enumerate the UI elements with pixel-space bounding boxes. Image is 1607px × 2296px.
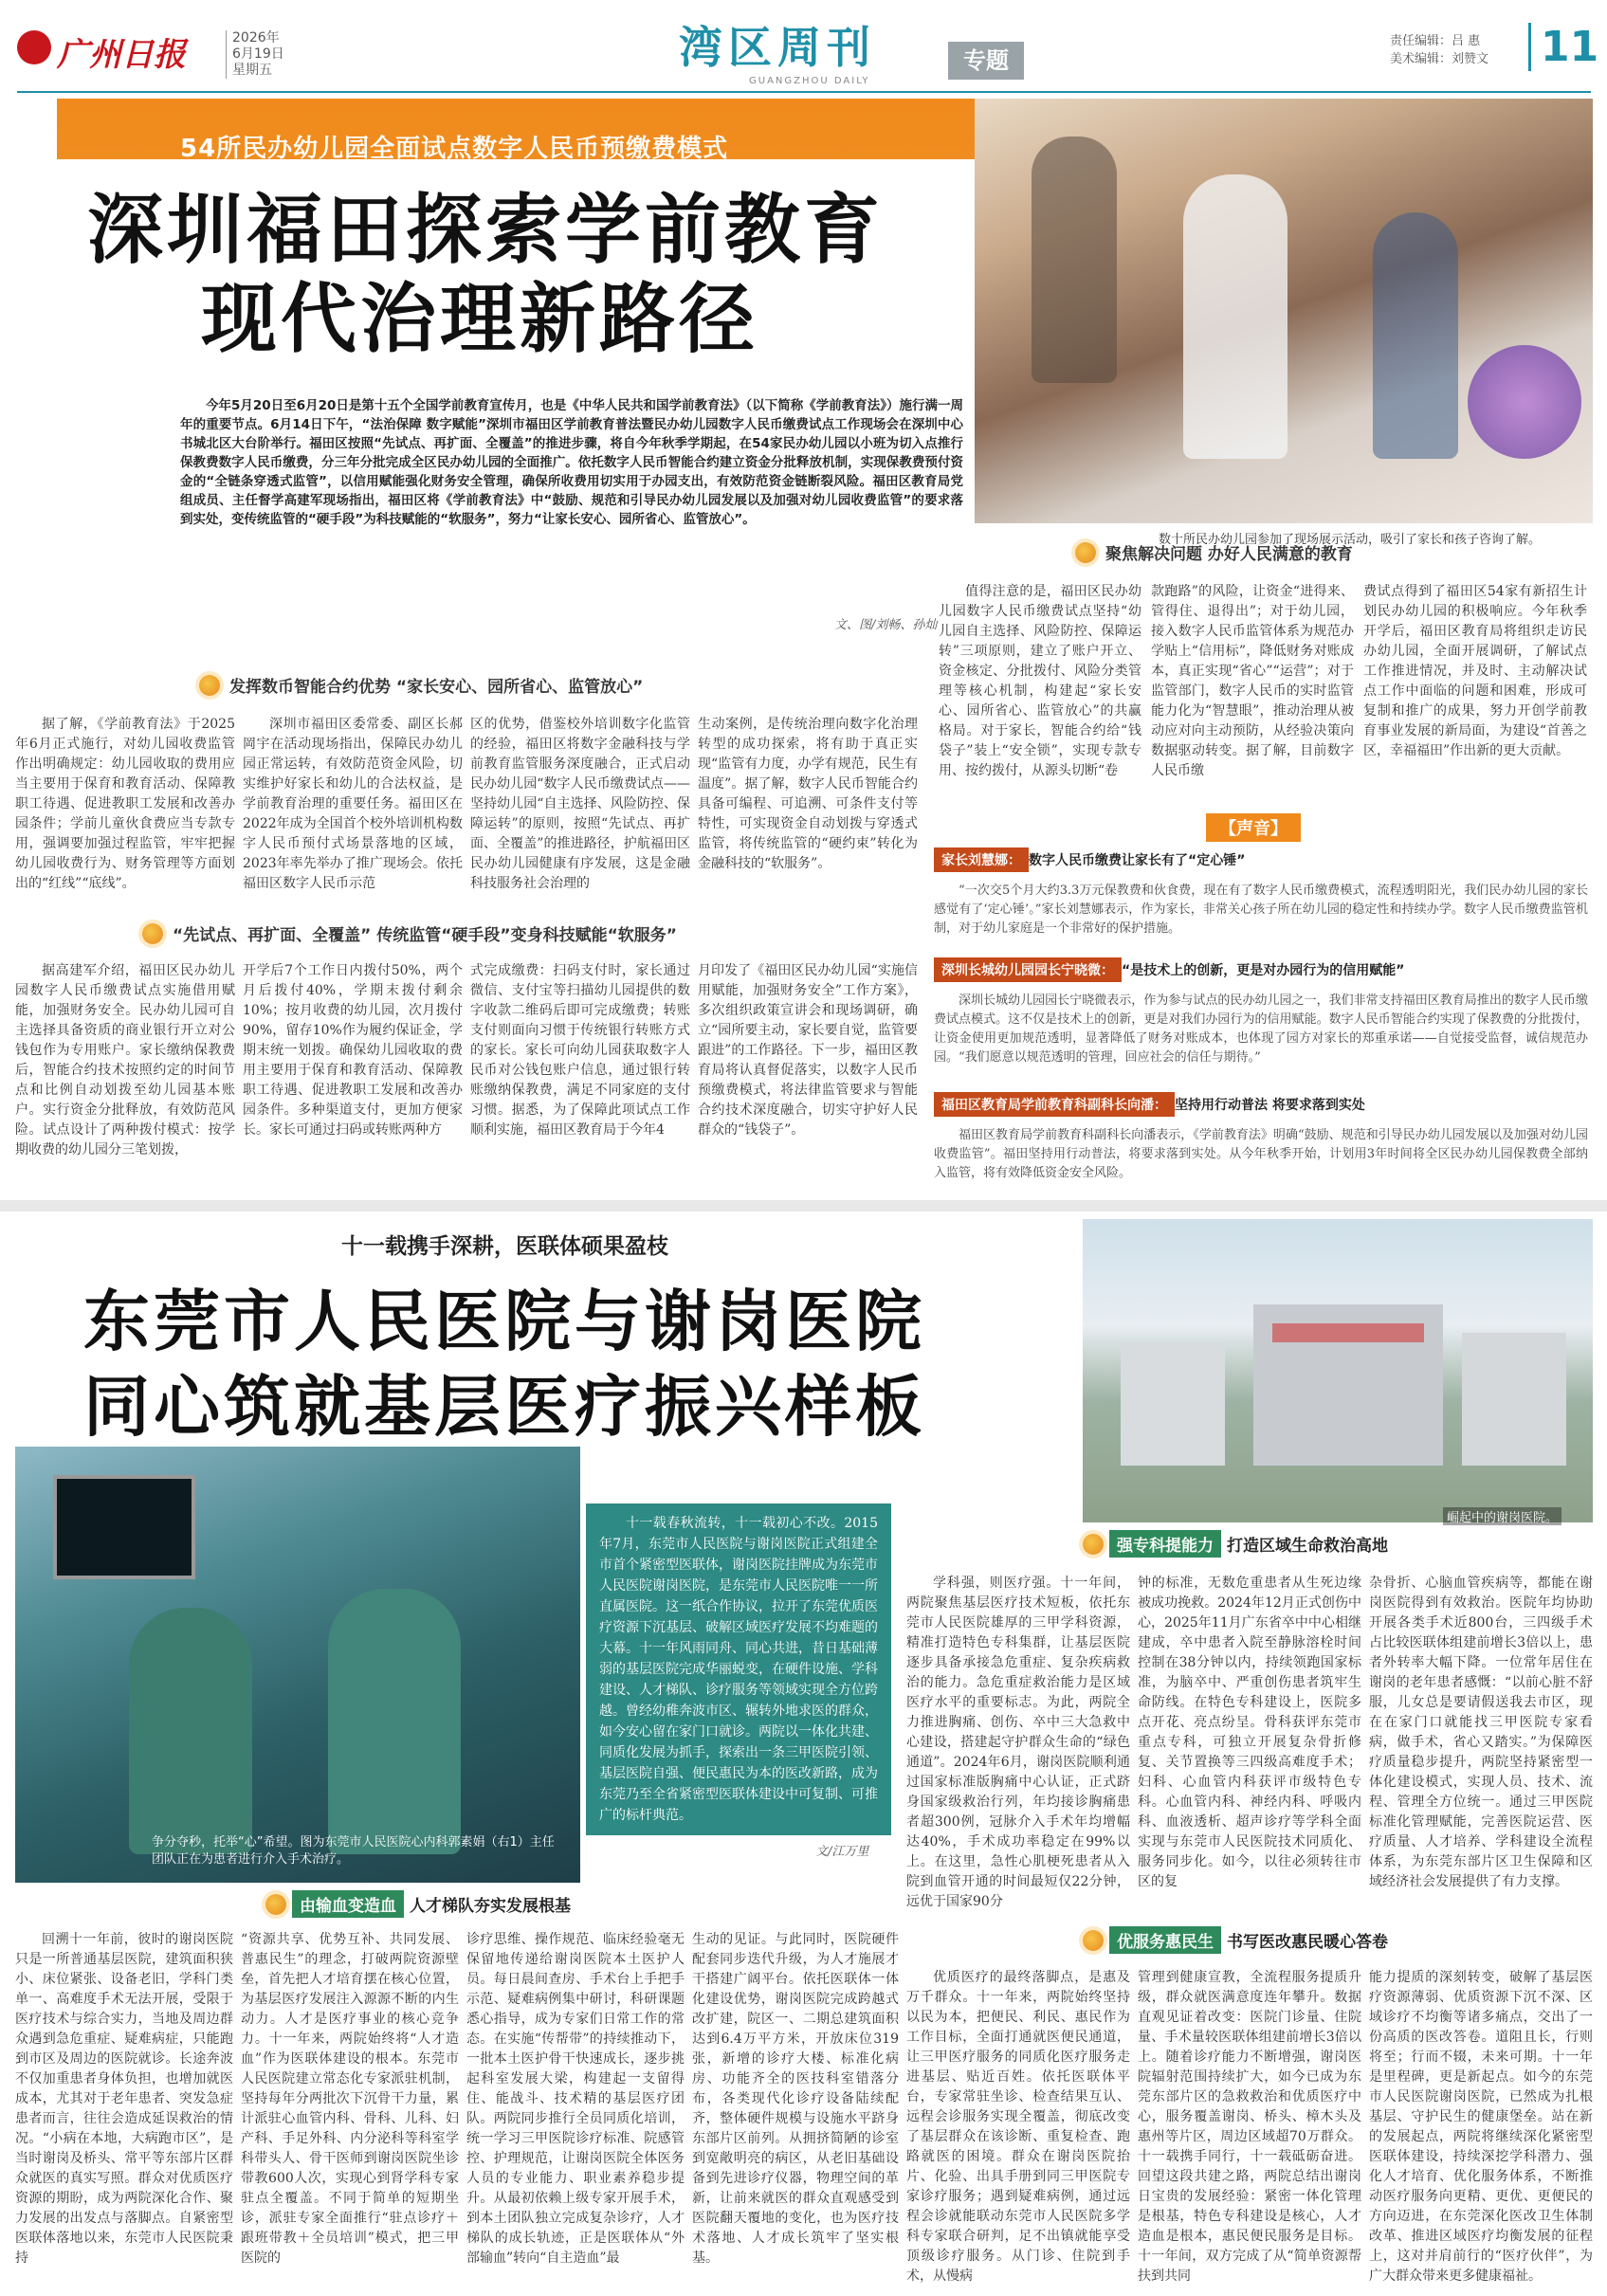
article2-photo-operating-room — [15, 1447, 580, 1883]
photo-figure-3 — [1373, 212, 1458, 459]
voice1-body: “一次交5个月大约3.3万元保教费和伙食费，现在有了数字人民币缴费模式，流程透明阳光，我们民办幼儿园的家长感觉有了‘定心锤’。”家长刘慧娜表示，作为家长，非常关心孩子所在幼儿园的稳定性和持续办学。数字人民币缴费监管机制，对于幼儿家庭是一个非常好的保护措施。 — [934, 884, 1588, 936]
article2-sub3-title: 书写医改惠民暖心答卷 — [1227, 1933, 1388, 1952]
article2-sub3-col2: 管理到健康宣教，全流程服务提质升级，群众就医满意度连年攀升。数据直观见证着改变：医院门诊量、住院量、手术量较医联体组建前增长3倍以上。随着诊疗能力不断增强，谢岗医院辐射范围持续扩大，如今已成为东莞东部片区的急救救治和优质医疗中心，服务覆盖谢岗、桥头、樟木头及惠州等片区，周边区域超70万群众。十一载携手同行，十一载砥砺奋进。回望这段共建之路，两院总结出谢岗日宝贵的发展经验：紧密一体化管理是根基，特色专科建设是核心，人才造血是根本，惠民便民服务是目标。十一年间，双方完成了从“简单资源帮扶到共同 — [1138, 1970, 1361, 2284]
article2-sub1-heading — [1083, 1530, 1388, 1558]
article2-sub2-heading — [265, 1890, 571, 1918]
article2-sub3-tag: 优服务惠民生 — [1109, 1926, 1221, 1954]
voice1 — [934, 847, 1588, 938]
section-title: 湾区周刊 — [679, 22, 876, 73]
article1-sub2-heading — [142, 921, 677, 945]
voice3-tag: 福田区教育局学前教育科副科长向潘： — [934, 1092, 1175, 1117]
heading-bullet-icon — [1075, 542, 1096, 563]
photo-figure-1 — [1032, 137, 1117, 383]
article2-sub2-col1: 回溯十一年前，彼时的谢岗医院只是一所普通基层医院，建筑面积狭小、床位紧张、设备老旧，学科门类单一、高难度手术无法开展，受限于医疗技术与综合实力，当地及周边群众遇到急危重症、疑难病症，只能跑到市区及周边的医院就诊。长途奔波不仅加重患者身体负担，也增加就医成本，尤其对于老年患者、突发急症患者而言，往往会造成延误救治的情况。“小病在本地，大病跑市区”，是当时谢岗及桥头、常平等东部片区群众就医的真实写照。群众对优质医疗资源的期盼，成为两院深化合作、聚力发展的出发点与落脚点。自紧密型医联体落地以来，东莞市人民医院秉持 — [15, 1932, 233, 2266]
article-divider — [0, 1200, 1607, 1212]
article1-byline: 文、图/刘畅、孙灿 — [834, 618, 938, 632]
section-tag: 专题 — [948, 42, 1024, 80]
photo-figure-2 — [1183, 174, 1287, 459]
article1-sub3-col1: 值得注意的是，福田区民办幼儿园数字人民币缴费试点坚持“幼儿园自主选择、风险防控、保障运转”三项原则，建立了账户开立、资金核定、分批拨付、风险分类管理等核心机制，构建起“家长安心、园所省心、监管放心”的共赢格局。对于家长，智能合约给“钱袋子”装上“安全锁”，实现专款专用、按约拨付，从源头切断“卷 — [939, 584, 1141, 778]
heading-bullet-icon — [199, 675, 220, 696]
voice2-body: 深圳长城幼儿园园长宁晓微表示，作为参与试点的民办幼儿园之一，我们非常支持福田区教育局推出的数字人民币缴费试点模式。这不仅是技术上的创新，更是对我们办园行为的信用赋能。数字人民币智能合约实现了保教费的分批拨付，让资金使用更加规范透明，显著降低了财务对账成本，也体现了园方对家长的郑重承诺——自觉接受监督，诚信规范办园。“我们愿意以规范透明的管理，回应社会的信任与期待。” — [934, 993, 1588, 1065]
weekday: 星期五 — [232, 63, 272, 78]
section-subtitle: GUANGZHOU DAILY — [749, 76, 870, 86]
photo-balloons — [1468, 345, 1581, 459]
heading-bullet-icon — [1083, 1930, 1104, 1951]
article2-sub2-col2: “资源共享、优势互补、共同发展、普惠民生”的理念，打破两院资源壁垒，首先把人才培育摆在核心位置，为基层医疗发展注入源源不断的内生动力。人才是医疗事业的核心竞争力。十一年来，两院始终将“人才造血”作为医联体建设的根本。东莞市人民医院建立常态化专家派驻机制，坚持每年分两批次下沉骨干力量，累计派驻心血管内科、骨科、儿科、妇产科、手足外科、内分泌科等科室学科带头人、骨干医师到谢岗医院坐诊带教600人次，实现心到肾学科专家驻点全覆盖。不同于简单的短期坐诊，派驻专家全面推行“驻点诊疗＋跟班带教＋全员培训”模式，把三甲医院的 — [241, 1932, 459, 2266]
article2-sub2-col4: 生动的见证。与此同时，医院硬件配套同步迭代升级，为人才施展才干搭建广阔平台。依托医联体一体化建设优势，谢岗医院完成跨越式改扩建，院区一、二期总建筑面积达到6.4万平方米，开放床位319张，新增的诊疗大楼、标准化病房、功能齐全的医技科室错落分布，各类现代化诊疗设备陆续配齐，整体硬件规模与设施水平跻身东部片区前列。从拥挤简陋的诊室到宽敞明亮的病区，从老旧基础设备到先进诊疗仪器，物理空间的革新，让前来就医的群众直观感受到医院翻天覆地的变化，也为医疗技术落地、人才成长筑牢了坚实根基。 — [692, 1932, 899, 2266]
article1-sub2-col3: 式完成缴费：扫码支付时，家长通过微信、支付宝等扫描幼儿园提供的数字收款二维码后即可完成缴费；转账支付则面向习惯于传统银行转账方式的家长。家长可向幼儿园获取数字人民币对公钱包账户信息，通过银行转账缴纳保教费，满足不同家庭的支付习惯。据悉，为了保障此项试点工作顺利实施，福田区教育局于今年4 — [470, 963, 690, 1138]
article1-sub3-col3: 费试点得到了福田区54家有新招生计划民办幼儿园的积极响应。今年秋季开学后，福田区教育局将组织走访民办幼儿园，全面开展调研，了解试点工作推进情况，并及时、主动解决试点工作中面临的问题和困难，形成可复制和推广的成果，努力开创学前教育事业发展的新局面，为建设“首善之区，幸福福田”作出新的更大贡献。 — [1363, 584, 1587, 758]
voice3-body: 福田区教育局学前教育科副科长向潘表示，《学前教育法》明确“鼓励、规范和引导民办幼儿园发展以及加强对幼儿园收费监管”。福田坚持用行动普法，将要求落到实处。从今年秋季开始，计划用3年时间将全区民办幼儿园保教费全部纳入监管，将有效降低资金安全风险。 — [934, 1128, 1588, 1180]
photo-building-roof — [1272, 1323, 1424, 1342]
article1-sub1-col1: 据了解，《学前教育法》于2025年6月正式施行，对幼儿园收费监管作出明确规定：幼儿园收取的费用应当主要用于保育和教育活动、保障教职工待遇、促进教职工发展和改善办园条件；学前儿童伙食费应当专款专用，强调要加强过程监管，牢牢把握幼儿园收费行为、财务管理等方面划出的“红线”“底线”。 — [15, 717, 235, 891]
article1-photo-kindergarten — [975, 99, 1593, 523]
article1-sub2-col2: 开学后7个工作日内拨付50%，两个月后拨付40%，学期末拨付剩余10%；按月收费的幼儿园，次月拨付90%，留存10%作为履约保证金，学期末统一划拨。确保幼儿园收取的费用主要用于保育和教育活动、保障教职工待遇、促进教职工发展和改善办园条件。多种渠道支付，更加方便家长。家长可通过扫码或转账两种方 — [243, 963, 463, 1138]
article2-byline: 文/江万里 — [815, 1845, 869, 1859]
article2-sub3-col1: 优质医疗的最终落脚点，是惠及万千群众。十一年来，两院始终坚持以民为本，把便民、利民、惠民作为工作目标，全面打通就医便民通道，让三甲医疗服务的同质化医疗服务走进基层、贴近百姓。依托医联体平台，专家常驻坐诊、检查结果互认、远程会诊服务实现全覆盖，彻底改变了基层群众在该诊断、重复检查、跑路就医的困境。群众在谢岗医院抬片、化验、出具手册到同三甲医院专家诊疗服务；遇到疑难病例，通过远程会诊就能联动东莞市人民医院多学科专家联合研判，足不出镇就能享受顶级诊疗服务。从门诊、住院到手术，从慢病 — [906, 1970, 1130, 2284]
article1-sub3-col2: 款跑路”的风险，让资金“进得来、管得住、退得出”；对于幼儿园，接入数字人民币监管体系为规范办学贴上“信用标”，降低财务对账成本，真正实现“省心”“运营”；对于监管部门，数字人民币的实时监管能力化为“智慧眼”，推动治理从被动应对向主动预防，从经验决策向数据驱动转变。据了解，目前数字人民币缴 — [1151, 584, 1354, 778]
article2-lead: 十一载春秋流转，十一载初心不改。2015年7月，东莞市人民医院与谢岗医院正式组建全市首个紧密型医联体，谢岗医院挂牌成为东莞市人民医院谢岗医院，是东莞市人民医院唯一一所直属医院。这一纸合作协议，拉开了东莞优质医疗资源下沉基层、破解区域医疗发展不均难题的大幕。十一年风雨同舟、同心共进，昔日基础薄弱的基层医院完成华丽蜕变，在硬件设施、学科建设、人才梯队、诊疗服务等领域实现全方位跨越。曾经幼稚奔波市区、辗转外地求医的群众，如今安心留在家门口就诊。两院以一体化共建、同质化发展为抓手，探索出一条三甲医院引领、基层医院自强、便民惠民为本的医改新路，成为东莞乃至全省紧密型医联体建设中可复制、可推广的标杆典范。 — [586, 1503, 891, 1835]
article1-sub1-title: 发挥数币智能合约优势 “家长安心、园所省心、监管放心” — [229, 678, 644, 697]
page-number: 11 — [1528, 23, 1598, 71]
article2-photo-hospital-building — [1083, 1219, 1593, 1522]
logo-icon — [17, 30, 51, 64]
article2-sub1-col2: 钟的标准，无数危重患者从生死边缘被成功挽救。2024年12月正式创伤中心，2025年11月广东省卒中中心相继建成，卒中患者入院至静脉溶栓时间控制在38分钟以内，持续领跑国家标准，为脑卒中、严重创伤患者筑牢生命防线。在特色专科建设上，医院多点开花、亮点纷呈。骨科获评东莞市重点专科，可独立开展复杂骨折修复、关节置换等三四级高难度手术；妇科、心血管内科获评市级特色专科。心血管内科、神经内科、呼吸内科、血液透析、超声诊疗等学科全面实现与东莞市人民医院技术同质化、服务同步化。如今，以往必须转往市区的复 — [1138, 1576, 1361, 1889]
voice3-title: 坚持用行动普法 将要求落到实处 — [1175, 1098, 1365, 1113]
article1-title-line2: 现代治理新路径 — [201, 274, 758, 363]
article1-sub2-title: “先试点、再扩面、全覆盖” 传统监管“硬手段”变身科技赋能“软服务” — [173, 926, 677, 945]
article1-photo-caption: 数十所民办幼儿园参加了现场展示活动，吸引了家长和孩子咨询了解。 — [1159, 533, 1542, 547]
date-year: 2026年 — [232, 30, 280, 46]
voice2-tag: 深圳长城幼儿园园长宁晓微： — [934, 957, 1122, 982]
article1-sub1-col4: 生动案例，是传统治理向数字化治理转型的成功探索，将有助于真正实现“监管有力度，办学有规范，民生有温度”。据了解，数字人民币智能合约具备可编程、可追溯、可条件支付等特性，可实现资金自动划拨与穿透式监管，将传统监管的“硬约束”转化为金融科技的“软服务”。 — [698, 717, 918, 871]
article1-kicker: 54所民办幼儿园全面试点数字人民币预缴费模式 — [180, 135, 729, 163]
article2-sub1-col3: 杂骨折、心脑血管疾病等，都能在谢岗医院得到有效救治。医院年均协助开展各类手术近800台，三四级手术占比较医联体组建前增长3倍以上，患者外转率大幅下降。一位常年居住在谢岗的老年患者感慨：“以前心脏不舒服，儿女总是要请假送我去市区，现在在家门口就能找三甲医院专家看病，做手术，省心又踏实。”为保障医疗质量稳步提升，两院坚持紧密型一体化建设模式，实现人员、技术、流程、管理全方位统一。通过三甲医院标准化管理赋能，完善医院运营、医疗质量、人才培养、学科建设全流程体系，为东莞东部片区卫生保障和区域经济社会发展提供了有力支撑。 — [1369, 1576, 1593, 1889]
article2-sub3-heading — [1083, 1926, 1388, 1954]
article1-sub3-heading — [1075, 540, 1353, 564]
voice2-title: “是技术上的创新，更是对办园行为的信用赋能” — [1122, 963, 1405, 978]
article2-sub1-title: 打造区域生命救治高地 — [1227, 1537, 1388, 1556]
article2-kicker: 十一载携手深耕，医联体硕果盈枝 — [341, 1234, 668, 1259]
photo-doctor-2 — [328, 1589, 461, 1854]
article2-sub1-col1: 学科强，则医疗强。十一年间，两院聚焦基层医疗技术短板，依托东莞市人民医院雄厚的三甲学科资源，精准打造特色专科集群，让基层医院逐步具备承接急危重症、复杂疾病救治的能力。急危重症救治能力是区域医疗水平的重要标志。为此，两院全力推进胸痛、创伤、卒中三大急救中心建设，搭建起守护群众生命的“绿色通道”。2024年6月，谢岗医院顺利通过国家标准版胸痛中心认证，正式跻身国家级救治行列，年均接诊胸痛患者超300例，冠脉介入手术年均增幅达40%，手术成功率稳定在99%以上。在这里，急性心肌梗死患者从入院到血管开通的时间最短仅22分钟，远优于国家90分 — [906, 1576, 1130, 1909]
article1-sub1-col2: 深圳市福田区委常委、副区长郝岡宇在活动现场指出，保障民办幼儿园正常运转，有效防范资金风险，切实维护好家长和幼儿的合法权益，是学前教育治理的重要任务。福田区在2022年成为全国首个校外培训机构数字人民币预付式场景落地的区域，2023年率先举办了推广现场会。依托福田区数字人民币示范 — [243, 717, 463, 891]
article2-sub2-title: 人才梯队夯实发展根基 — [410, 1897, 571, 1916]
article2-sub2-tag: 由输血变造血 — [292, 1890, 404, 1918]
header-rule — [17, 91, 1591, 93]
editor-credit — [1390, 32, 1488, 68]
article1-sub1-heading — [199, 673, 643, 697]
photo-monitor — [53, 1475, 195, 1579]
voice1-tag: 家长刘慧娜： — [934, 847, 1029, 872]
article2-sub2-col3: 诊疗思维、操作规范、临床经验毫无保留地传递给谢岗医院本土医护人员。每日晨间查房、手术台上手把手示范、疑难病例集中研讨，科研课题悉心指导，成为专家们日常工作的常态。在实施“传帮带”的持续推动下，一批本土医护骨干快速成长，逐步挑起科室发展大梁，构建起一支留得住、能战斗、技术精的基层医疗团队。两院同步推行全员同质化培训，统一学习三甲医院诊疗标准、院感管控、护理规范，让谢岗医院全体医务人员的专业能力、职业素养稳步提升。从最初依赖上级专家开展手术，到本土团队独立完成复杂诊疗，人才梯队的成长轨迹，正是医联体从“外部输血”转向“自主造血”最 — [466, 1932, 685, 2266]
article2-sub1-tag: 强专科提能力 — [1109, 1530, 1221, 1558]
editor-name: 责任编辑：吕 惠 — [1390, 34, 1481, 48]
article2-photo-caption: 争分夺秒，托举“心”希望。图为东莞市人民医院心内科郭素娟（右1）主任团队正在为患者进行介入手术治疗。 — [152, 1835, 555, 1867]
article2-photo-building-caption: 崛起中的谢岗医院。 — [1443, 1507, 1561, 1525]
voice1-title: 数字人民币缴费让家长有了“定心锤” — [1029, 853, 1246, 868]
article1-title-line1: 深圳福田探索学前教育 — [87, 185, 884, 274]
date-month-day: 6月19日 — [232, 46, 284, 62]
heading-bullet-icon — [265, 1894, 286, 1915]
designer-name: 美术编辑：刘赞文 — [1390, 52, 1489, 66]
voices-heading: 【声音】 — [1206, 813, 1301, 842]
article1-lead: 今年5月20日至6月20日是第十五个全国学前教育宣传月，也是《中华人民共和国学前教育法》（以下简称《学前教育法》）施行满一周年的重要节点。6月14日下午，“法治保障 数字赋能”深圳市福田区学前教育普法暨民办幼儿园数字人民币缴费试点工作现场会在深圳中心书城北区大台阶举行。福田区按照“先试点、再扩面、全覆盖”的推进步骤，将自今年秋季学期起，在54家民办幼儿园以小班为切入点推行保教费数字人民币缴费，分三年分批完成全区民办幼儿园的全面推广。依托数字人民币智能合约建立资金分批释放机制，实现保教费预付资金的“全链条穿透式监管”，以信用赋能强化财务安全管理，确保所收费用切实用于办园支出，有效防范资金链断裂风险。福田区教育局党组成员、主任督学高建军现场指出，福田区将《学前教育法》中“鼓励、规范和引导民办幼儿园发展以及加强对幼儿园收费监管”的要求落到实处，变传统监管的“硬手段”为科技赋能的“软服务”，努力“让家长安心、园所省心、监管放心”。 — [180, 398, 963, 527]
article1-sub1-col3: 区的优势，借鉴校外培训数字化监管的经验，福田区将数字金融科技与学前教育监管服务深度融合，正式启动民办幼儿园“数字人民币缴费试点——坚持幼儿园“自主选择、风险防控、保障运转”的原则，按照“先试点、再扩面、全覆盖”的推进路径，护航福田区民办幼儿园健康有序发展，这是金融科技服务社会治理的 — [470, 717, 690, 891]
voice3 — [934, 1092, 1588, 1183]
article2-title-line2: 同心筑就基层医疗振兴样板 — [83, 1367, 925, 1446]
voice2 — [934, 957, 1588, 1067]
article1-sub3-title: 聚焦解决问题 办好人民满意的教育 — [1105, 545, 1353, 564]
article1-sub2-col4: 月印发了《福田区民办幼儿园“实施信用赋能，加强财务安全”工作方案》，多次组织政策宣讲会和现场调研，确立“园所要主动，家长要自觉，监管要跟进”的工作路径。下一步，福田区教育局将认真督促落实，以数字人民币预缴费模式，将法律监管要求与智能合约技术深度融合，切实守护好人民群众的“钱袋子”。 — [698, 963, 918, 1138]
heading-bullet-icon — [1083, 1534, 1104, 1555]
article2-sub3-col3: 能力提质的深刻转变，破解了基层医疗资源薄弱、优质资源下沉不深、区域诊疗不均衡等诸多痛点，交出了一份高质的医改答卷。道阻且长，行则将至；行而不辍，未来可期。十一年是里程碑，更是新起点。如今的东莞市人民医院谢岗医院，已然成为扎根基层、守护民生的健康堡垒。站在新的发展起点，两院将继续深化紧密型医联体建设，持续深挖学科潜力、强化人才培育、优化服务体系，不断推动医疗服务向更精、更优、更便民的方向迈进，在东莞深化医改卫生体制改革、推进区域医疗均衡发展的征程上，这对并肩前行的“医疗伙伴”，为广大群众带来更多健康福祉。 — [1369, 1970, 1593, 2284]
photo-building-left — [1121, 1342, 1225, 1466]
photo-building-right — [1462, 1333, 1566, 1466]
date-block — [226, 30, 284, 79]
logo-text: 广州日报 — [57, 36, 186, 74]
masthead — [0, 0, 1607, 91]
heading-bullet-icon — [142, 923, 163, 944]
article2-title-line1: 东莞市人民医院与谢岗医院 — [83, 1282, 925, 1360]
article1-sub2-col1: 据高建军介绍，福田区民办幼儿园数字人民币缴费试点实施借用赋能，加强财务安全。民办幼儿园可自主选择具备资质的商业银行开立对公钱包作为专用账户。家长缴纳保教费后，智能合约技术按照约定的时间节点和比例自动划拨至幼儿园基本账户。实行资金分批释放，有效防范风险。试点设计了两种拨付模式：按学期收费的幼儿园分三笔划拨， — [15, 963, 235, 1157]
photo-doctor-1 — [129, 1608, 252, 1854]
